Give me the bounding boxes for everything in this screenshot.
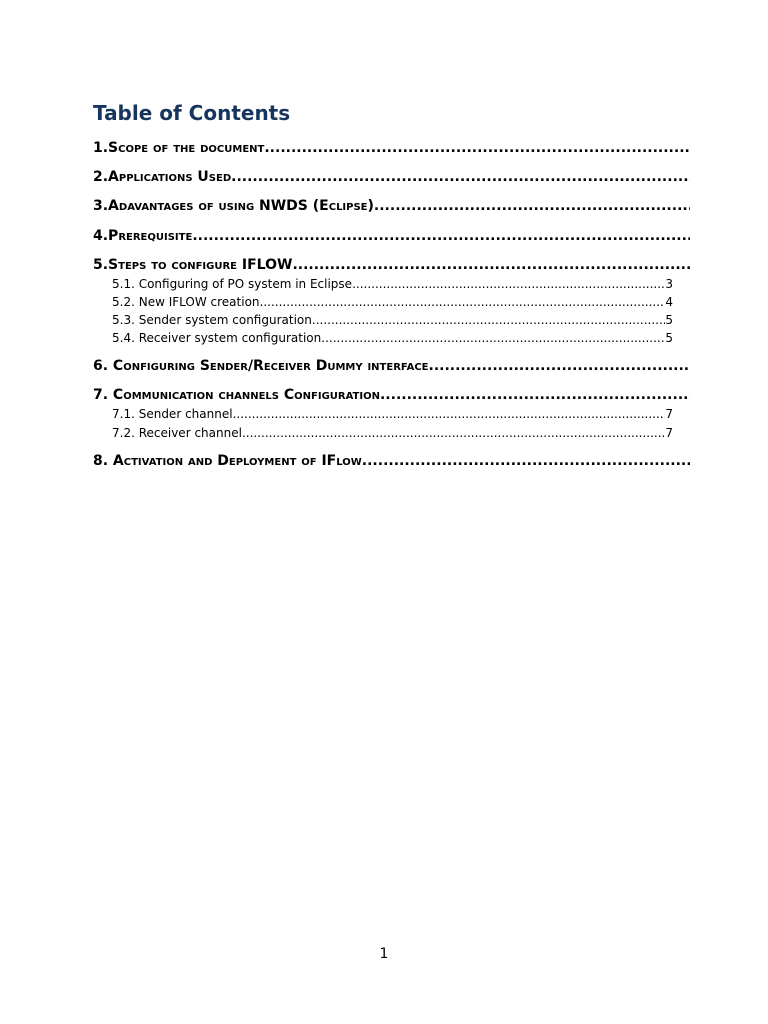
toc-leader-dots	[374, 196, 690, 216]
toc-entry-label: 5.3. Sender system configuration	[112, 313, 312, 327]
toc-entry-label: 4.Prerequisite	[93, 228, 193, 244]
toc-entry-applications[interactable]	[93, 167, 690, 187]
toc-entry-prerequisite[interactable]	[93, 226, 690, 246]
toc-entry-label: 5.Steps to configure IFLOW	[93, 257, 293, 273]
toc-entry-page: 7	[665, 407, 673, 421]
toc-entry-steps[interactable]	[93, 255, 690, 275]
toc-leader-dots	[352, 275, 665, 293]
toc-entry-label: 2.Applications Used	[93, 169, 232, 185]
toc-entry-label: 5.2. New IFLOW creation	[112, 295, 260, 309]
toc-entry-label: 6. Configuring Sender/Receiver Dummy interface	[93, 358, 429, 374]
toc-leader-dots	[231, 167, 690, 187]
toc-entry-activation[interactable]	[93, 451, 690, 471]
toc-leader-dots	[321, 329, 665, 347]
toc-entry-5-1[interactable]	[112, 275, 673, 293]
toc-leader-dots	[362, 451, 690, 471]
toc-entry-label: 7.2. Receiver channel	[112, 426, 242, 440]
toc-entry-5-4[interactable]	[112, 329, 673, 347]
toc-entry-7-1[interactable]	[112, 405, 673, 423]
toc-entry-label: 1.Scope of the document	[93, 140, 265, 156]
toc-entry-label: 5.4. Receiver system configuration	[112, 331, 322, 345]
toc-entry-5-3[interactable]	[112, 311, 673, 329]
toc-leader-dots	[260, 293, 666, 311]
toc-entry-label: 8. Activation and Deployment of IFlow	[93, 453, 362, 469]
toc-entry-dummy-interface[interactable]	[93, 356, 690, 376]
toc-entry-page: 3	[665, 277, 673, 291]
toc-entry-page: 7	[665, 426, 673, 440]
toc-leader-dots	[380, 385, 690, 405]
toc-leader-dots	[264, 138, 690, 158]
toc-entry-7-2[interactable]	[112, 424, 673, 442]
toc-title: Table of Contents	[93, 101, 291, 125]
toc-leader-dots	[429, 356, 691, 376]
toc-leader-dots	[292, 255, 690, 275]
toc-entry-page: 5	[665, 331, 673, 345]
toc-leader-dots	[233, 405, 666, 423]
toc-leader-dots	[192, 226, 690, 246]
toc-leader-dots	[242, 424, 665, 442]
toc-entry-label: 7.1. Sender channel	[112, 407, 233, 421]
toc-entry-scope[interactable]	[93, 138, 690, 158]
toc-entry-label: 7. Communication channels Configuration	[93, 387, 380, 403]
toc-entry-channels[interactable]	[93, 385, 690, 405]
toc-entry-label: 5.1. Configuring of PO system in Eclipse	[112, 277, 353, 291]
toc-entry-page: 4	[665, 295, 673, 309]
toc-entry-page: 5	[665, 313, 673, 327]
toc-leader-dots	[312, 311, 665, 329]
toc-entry-5-2[interactable]	[112, 293, 673, 311]
toc-entry-advantages[interactable]	[93, 196, 690, 216]
page-number: 1	[379, 946, 389, 962]
toc-entry-label: 3.Adavantages of using NWDS (Eclipse)	[93, 198, 374, 214]
